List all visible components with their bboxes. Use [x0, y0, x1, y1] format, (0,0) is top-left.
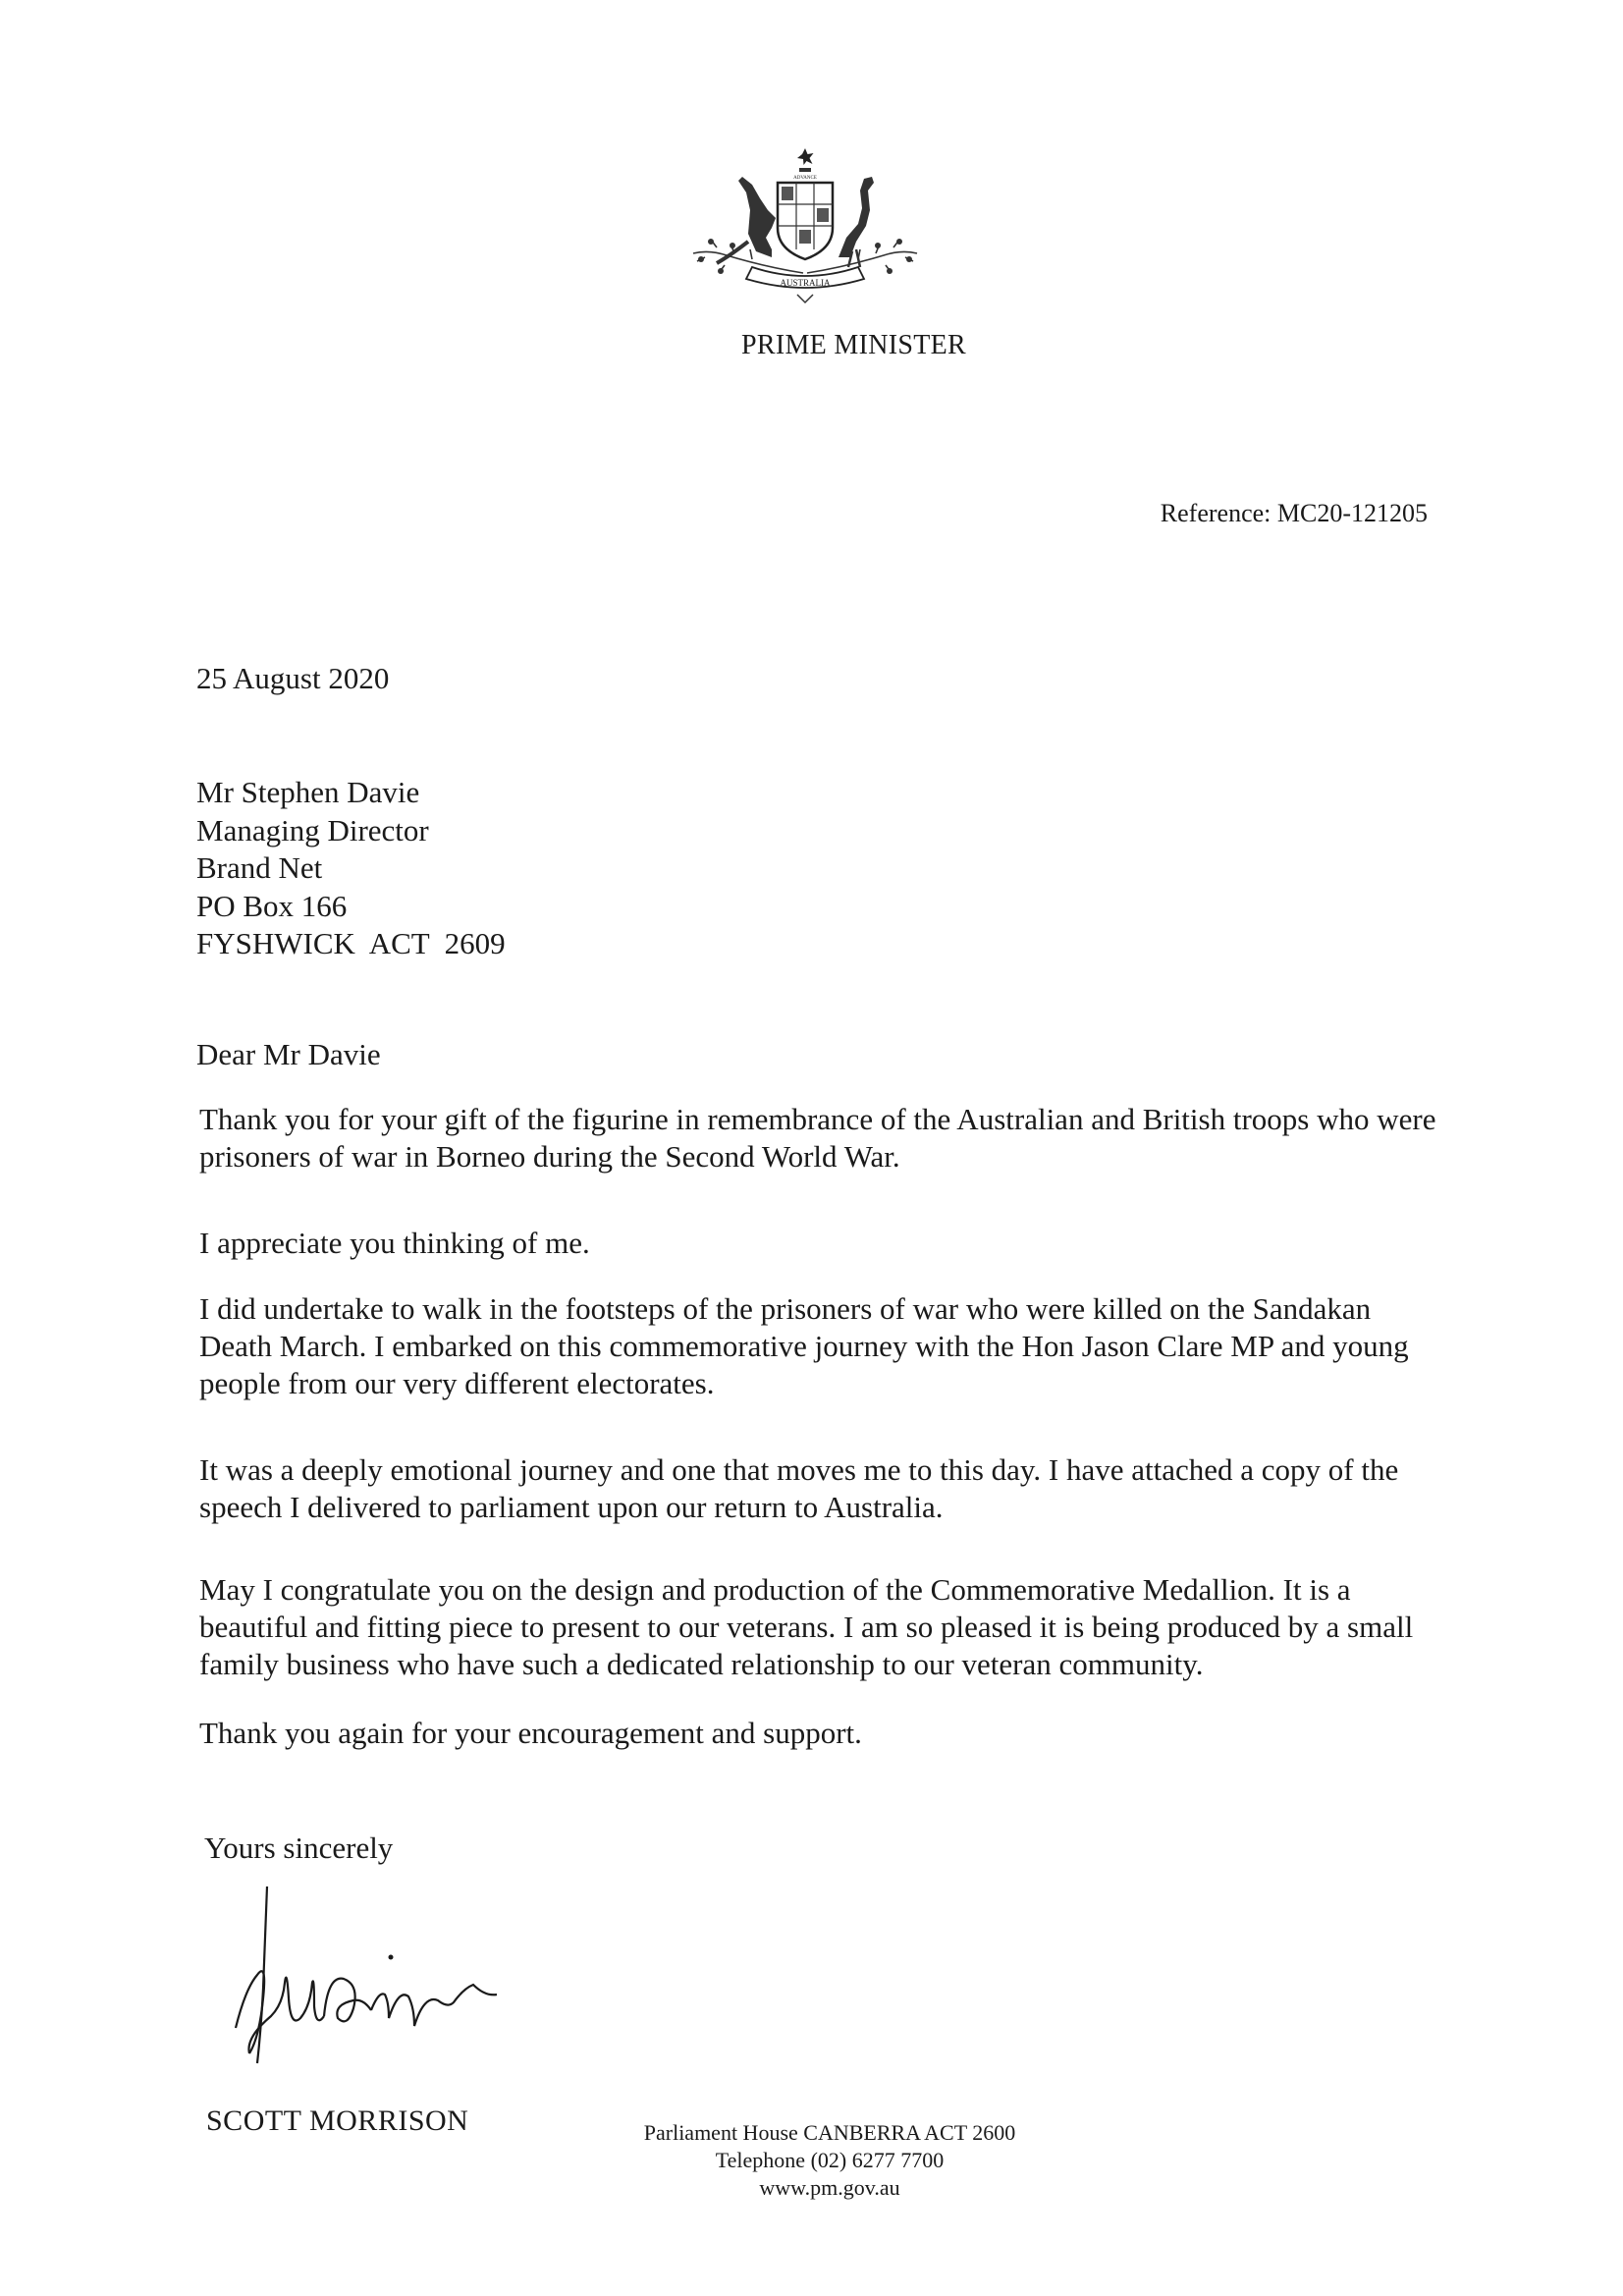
footer-address: Parliament House CANBERRA ACT 2600 [643, 2120, 1016, 2145]
body-paragraph: I did undertake to walk in the footsteps of the prisoners of war who were killed on the Sandakan Death March. I embarked on this commemorative journey with the Hon Jason Clare MP and young people from our very different electorates. [199, 1291, 1409, 1400]
recipient-po-box: PO Box 166 [196, 888, 348, 923]
reference-number: Reference: MC20-121205 [1160, 499, 1428, 527]
recipient-name: Mr Stephen Davie [196, 775, 420, 809]
recipient-title: Managing Director [196, 812, 429, 847]
body-paragraph: I appreciate you thinking of me. [199, 1226, 590, 1260]
coat-of-arms-icon [687, 147, 923, 304]
emu-icon [839, 177, 874, 257]
recipient-address [196, 774, 506, 963]
closing-line: Yours sincerely [204, 1831, 394, 1865]
footer-website: www.pm.gov.au [759, 2175, 900, 2200]
recipient-company: Brand Net [196, 850, 323, 885]
star-icon [797, 148, 814, 165]
body-paragraph: It was a deeply emotional journey and one that moves me to this day. I have attached a copy of the speech I delivered to parliament upon our return to Australia. [199, 1452, 1399, 1524]
body-paragraph: Thank you for your gift of the figurine in remembrance of the Australian and British troops who were prisoners of war in Borneo during the Second World War. [199, 1102, 1436, 1174]
crest-caption: AUSTRALIA [780, 278, 831, 288]
body-paragraph: May I congratulate you on the design and production of the Commemorative Medallion. It is a beautiful and fitting piece to present to our veterans. I am so pleased it is being produced by a small family business who have such a dedicated relationship to our veteran community. [199, 1572, 1414, 1681]
office-title-text: PRIME MINISTER [741, 330, 966, 360]
letter-date: 25 August 2020 [196, 661, 390, 695]
signatory-name: SCOTT MORRISON [206, 2105, 469, 2137]
office-title [0, 330, 1623, 361]
footer-telephone: Telephone (02) 6277 7700 [715, 2148, 945, 2172]
body-paragraph: Thank you again for your encouragement and support. [199, 1716, 862, 1750]
crest-top-caption: ADVANCE [793, 176, 817, 181]
salutation: Dear Mr Davie [196, 1037, 381, 1071]
letterhead-footer [619, 2119, 1041, 2202]
recipient-locality: FYSHWICK ACT 2609 [196, 926, 506, 960]
signature-image [206, 1881, 579, 2077]
